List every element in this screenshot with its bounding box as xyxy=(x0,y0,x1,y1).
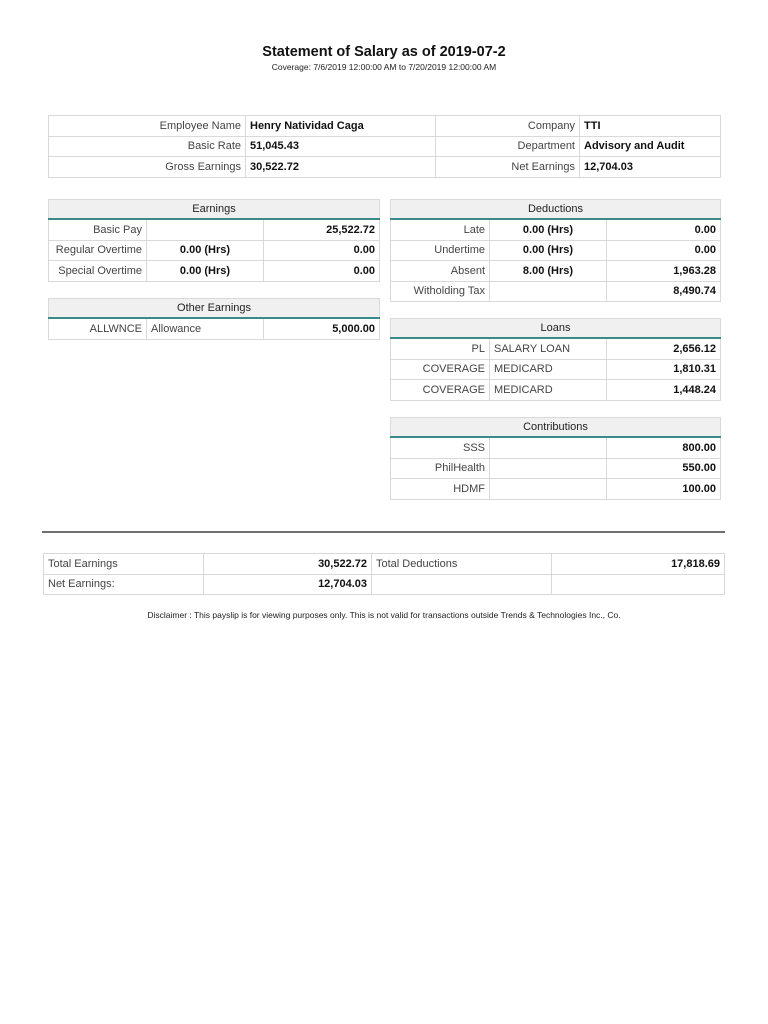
earning-amount: 0.00 xyxy=(264,261,380,282)
contribution-label: HDMF xyxy=(391,479,490,500)
deduction-label: Late xyxy=(391,219,490,240)
table-row xyxy=(391,338,721,359)
contribution-label: PhilHealth xyxy=(391,458,490,479)
deduction-amount: 0.00 xyxy=(607,219,721,240)
table-row xyxy=(44,554,725,575)
deduction-label: Undertime xyxy=(391,240,490,261)
table-row xyxy=(49,219,380,240)
contribution-amount: 100.00 xyxy=(607,479,721,500)
info-row xyxy=(49,157,721,178)
loan-desc: SALARY LOAN xyxy=(490,338,607,359)
earning-label: Basic Pay xyxy=(49,219,147,240)
earnings-table xyxy=(48,199,380,282)
info-row xyxy=(49,116,721,137)
contribution-amount: 800.00 xyxy=(607,437,721,458)
deductions-table xyxy=(390,199,721,302)
department-value: Advisory and Audit xyxy=(580,136,721,157)
table-row xyxy=(391,359,721,380)
earning-hours: 0.00 (Hrs) xyxy=(147,240,264,261)
deductions-title: Deductions xyxy=(391,200,721,220)
employee-name-label: Employee Name xyxy=(49,116,246,137)
loan-desc: MEDICARD xyxy=(490,380,607,401)
net-earnings-total-label: Net Earnings: xyxy=(44,574,204,595)
empty-cell xyxy=(552,574,725,595)
section-header xyxy=(49,200,380,220)
table-row xyxy=(391,281,721,302)
section-divider xyxy=(42,531,725,533)
net-earnings-total-value: 12,704.03 xyxy=(204,574,372,595)
gross-earnings-value: 30,522.72 xyxy=(246,157,436,178)
earning-label: Regular Overtime xyxy=(49,240,147,261)
loans-table xyxy=(390,318,721,401)
deduction-amount: 8,490.74 xyxy=(607,281,721,302)
contribution-amount: 550.00 xyxy=(607,458,721,479)
deduction-label: Witholding Tax xyxy=(391,281,490,302)
table-row xyxy=(49,318,380,339)
page-header xyxy=(0,44,768,72)
total-earnings-label: Total Earnings xyxy=(44,554,204,575)
table-row xyxy=(391,437,721,458)
total-deductions-value: 17,818.69 xyxy=(552,554,725,575)
section-header xyxy=(49,299,380,319)
deduction-hours: 0.00 (Hrs) xyxy=(490,219,607,240)
earning-label: Special Overtime xyxy=(49,261,147,282)
company-value: TTI xyxy=(580,116,721,137)
deduction-amount: 1,963.28 xyxy=(607,261,721,282)
other-earnings-table xyxy=(48,298,380,340)
table-row xyxy=(391,261,721,282)
table-row xyxy=(391,380,721,401)
earning-hours xyxy=(147,219,264,240)
deduction-hours: 0.00 (Hrs) xyxy=(490,240,607,261)
deduction-hours: 8.00 (Hrs) xyxy=(490,261,607,282)
deduction-hours xyxy=(490,281,607,302)
deduction-label: Absent xyxy=(391,261,490,282)
deduction-amount: 0.00 xyxy=(607,240,721,261)
loan-amount: 1,448.24 xyxy=(607,380,721,401)
department-label: Department xyxy=(436,136,580,157)
loan-code: COVERAGE xyxy=(391,359,490,380)
earning-hours: 0.00 (Hrs) xyxy=(147,261,264,282)
earning-amount: 0.00 xyxy=(264,240,380,261)
loan-desc: MEDICARD xyxy=(490,359,607,380)
contributions-title: Contributions xyxy=(391,418,721,438)
total-deductions-label: Total Deductions xyxy=(372,554,552,575)
net-earnings-value: 12,704.03 xyxy=(580,157,721,178)
other-earning-code: ALLWNCE xyxy=(49,318,147,339)
contribution-spacer xyxy=(490,479,607,500)
total-earnings-value: 30,522.72 xyxy=(204,554,372,575)
employee-name: Henry Natividad Caga xyxy=(246,116,436,137)
basic-rate-value: 51,045.43 xyxy=(246,136,436,157)
contribution-label: SSS xyxy=(391,437,490,458)
earning-amount: 25,522.72 xyxy=(264,219,380,240)
section-header xyxy=(391,319,721,339)
info-row xyxy=(49,136,721,157)
totals-table xyxy=(43,553,725,595)
loan-amount: 1,810.31 xyxy=(607,359,721,380)
basic-rate-label: Basic Rate xyxy=(49,136,246,157)
table-row xyxy=(391,479,721,500)
contributions-table xyxy=(390,417,721,500)
loan-code: COVERAGE xyxy=(391,380,490,401)
other-earnings-title: Other Earnings xyxy=(49,299,380,319)
contribution-spacer xyxy=(490,437,607,458)
page-title: Statement of Salary as of 2019-07-2 xyxy=(262,44,506,60)
section-header xyxy=(391,200,721,220)
disclaimer: Disclaimer : This payslip is for viewing purposes only. This is not valid for transactions outside Trends & Technologies Inc., Co. xyxy=(147,610,621,620)
loans-title: Loans xyxy=(391,319,721,339)
loan-code: PL xyxy=(391,338,490,359)
table-row xyxy=(49,240,380,261)
contribution-spacer xyxy=(490,458,607,479)
empty-cell xyxy=(372,574,552,595)
coverage-period: Coverage: 7/6/2019 12:00:00 AM to 7/20/2019 12:00:00 AM xyxy=(271,62,497,72)
table-row xyxy=(391,219,721,240)
earnings-title: Earnings xyxy=(49,200,380,220)
loan-amount: 2,656.12 xyxy=(607,338,721,359)
table-row xyxy=(49,261,380,282)
other-earning-desc: Allowance xyxy=(147,318,264,339)
table-row xyxy=(391,458,721,479)
company-label: Company xyxy=(436,116,580,137)
table-row xyxy=(44,574,725,595)
gross-earnings-label: Gross Earnings xyxy=(49,157,246,178)
employee-info-table xyxy=(48,115,721,178)
section-header xyxy=(391,418,721,438)
net-earnings-label: Net Earnings xyxy=(436,157,580,178)
other-earning-amount: 5,000.00 xyxy=(264,318,380,339)
table-row xyxy=(391,240,721,261)
